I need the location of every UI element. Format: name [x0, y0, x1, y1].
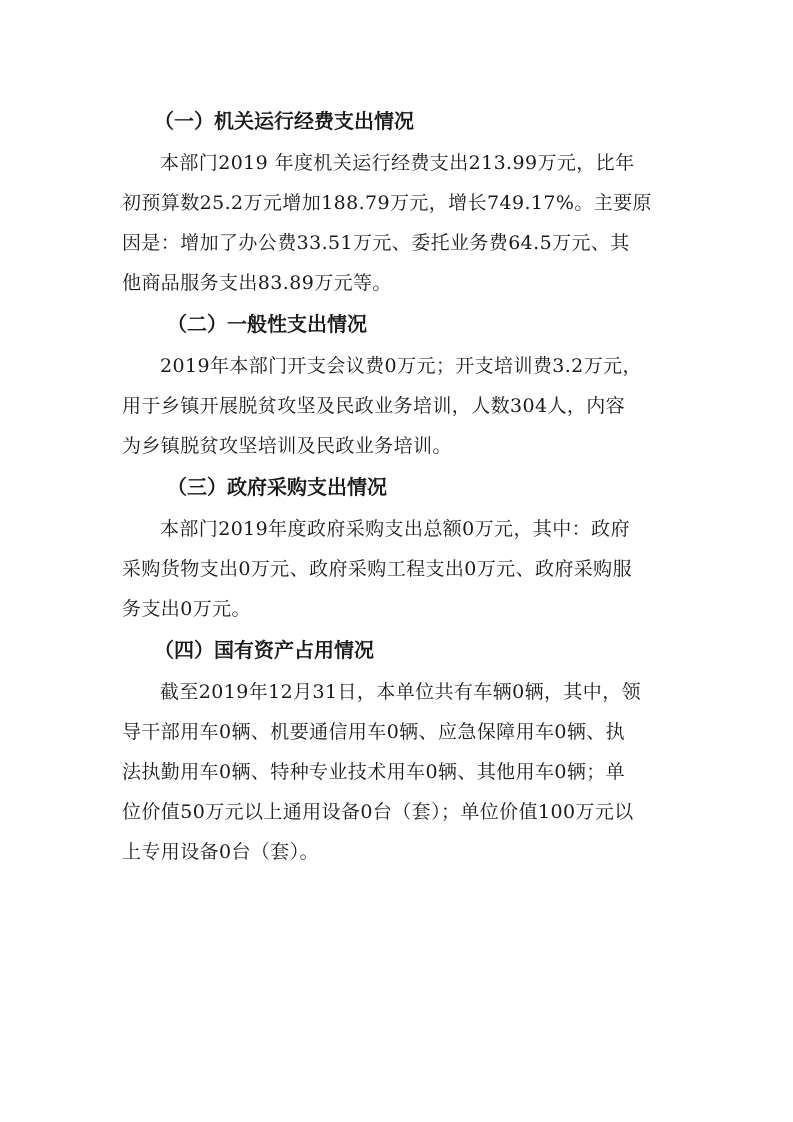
section-state-assets	[122, 629, 678, 872]
text-line: 截至2019年12月31日，本单位共有车辆0辆，其中，领	[160, 681, 641, 703]
text-line: 因是：增加了办公费33.51万元、委托业务费64.5万元、其	[122, 232, 630, 254]
text-line: 本部门2019年度政府采购支出总额0万元，其中：政府	[160, 518, 630, 540]
section-heading: （一）机关运行经费支出情况	[154, 109, 414, 133]
text-line: 2019年本部门开支会议费0万元；开支培训费3.2万元，	[160, 355, 642, 377]
section-paragraph	[122, 346, 678, 466]
text-line: 法执勤用车0辆、特种专业技术用车0辆、其他用车0辆；单	[122, 761, 626, 783]
text-line: 务支出0万元。	[122, 598, 251, 620]
section-general-expenses	[122, 303, 678, 466]
text-line: 为乡镇脱贫攻坚培训及民政业务培训。	[122, 435, 452, 457]
text-line: 导干部用车0辆、机要通信用车0辆、应急保障用车0辆、执	[122, 721, 626, 743]
text-line: 位价值50万元以上通用设备0台（套）；单位价值100万元以	[122, 801, 634, 823]
text-line: 本部门2019 年度机关运行经费支出213.99万元，比年	[160, 152, 635, 174]
section-paragraph	[122, 509, 678, 629]
text-line: 初预算数25.2万元增加188.79万元，增长749.17%。主要原	[122, 192, 652, 214]
document-body	[122, 100, 678, 872]
section-operating-expenses	[122, 100, 678, 303]
section-paragraph	[122, 143, 678, 303]
section-heading: （四）国有资产占用情况	[154, 638, 374, 662]
section-paragraph	[122, 672, 678, 872]
section-heading: （三）政府采购支出情况	[167, 475, 387, 499]
text-line: 上专用设备0台（套）。	[122, 841, 319, 863]
text-line: 用于乡镇开展脱贫攻坚及民政业务培训，人数304人，内容	[122, 395, 626, 417]
section-government-procurement	[122, 466, 678, 629]
text-line: 采购货物支出0万元、政府采购工程支出0万元、政府采购服	[122, 558, 632, 580]
section-heading: （二）一般性支出情况	[167, 312, 367, 336]
text-line: 他商品服务支出83.89万元等。	[122, 272, 392, 294]
